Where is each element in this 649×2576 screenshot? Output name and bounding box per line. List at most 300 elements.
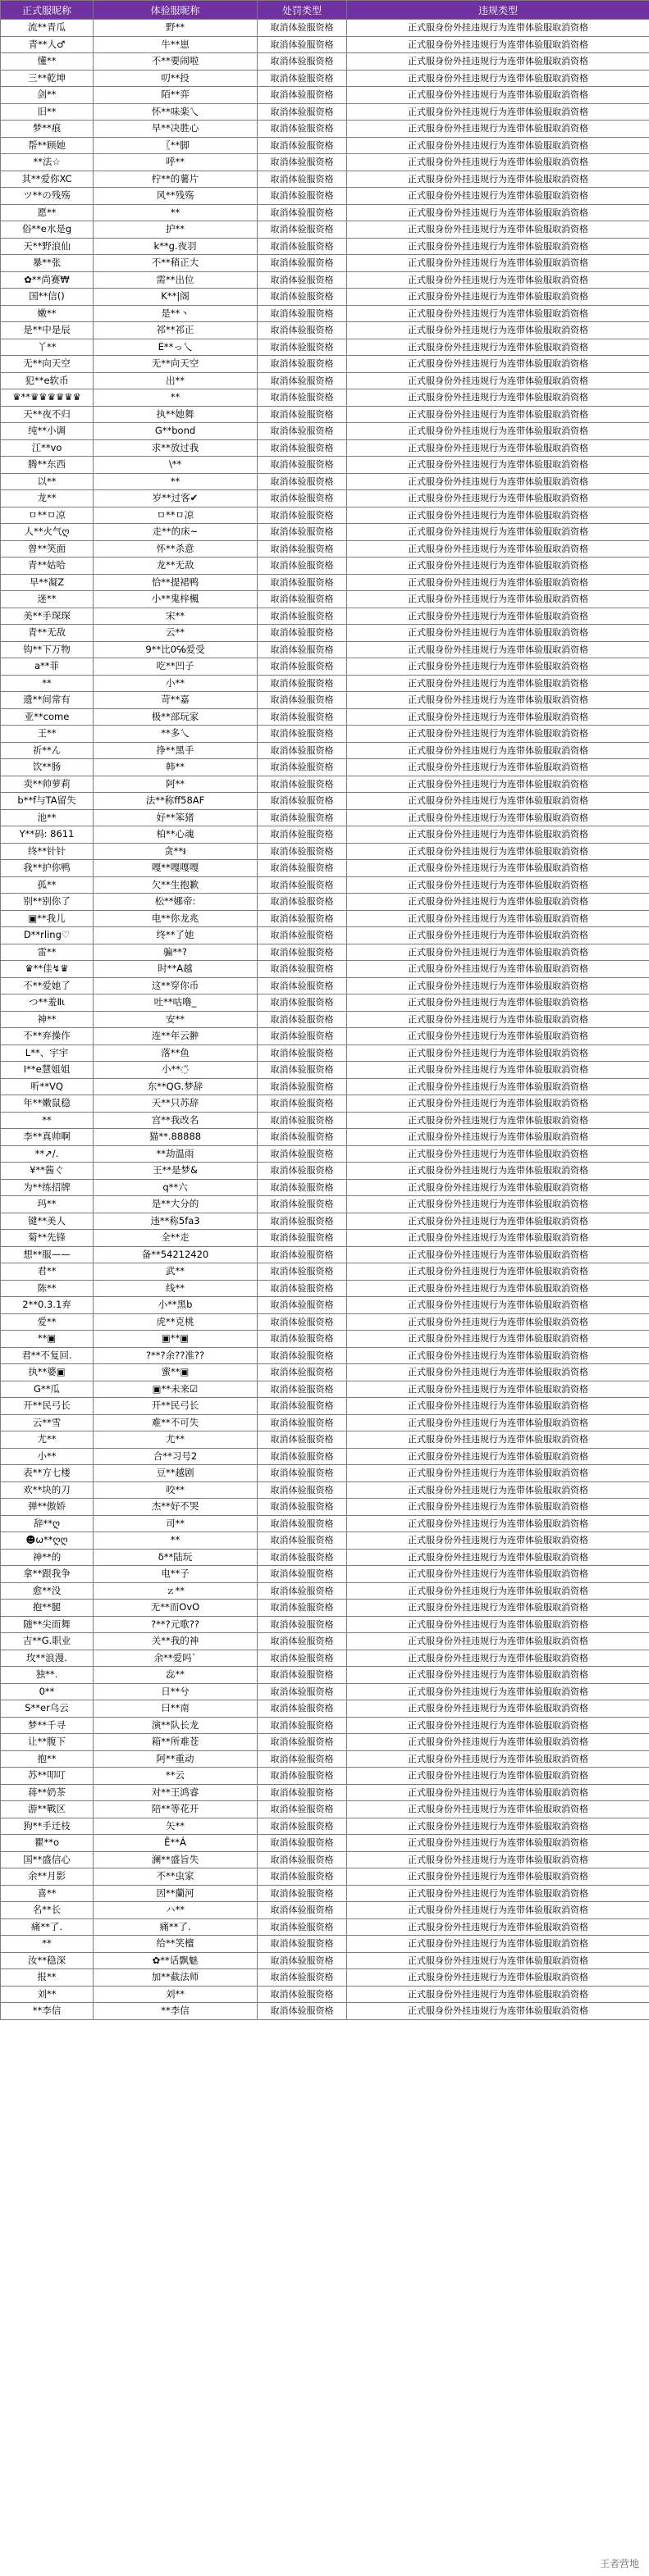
penalty-type-cell: 取消体验服资格: [258, 1448, 347, 1465]
trial-nickname-cell: 骗**?: [94, 944, 258, 961]
table-row: [1, 356, 649, 373]
main-nickname-cell: 苏**叩叮: [1, 1768, 94, 1785]
violation-type-cell: 正式服身份外挂违规行为连带体验服取消资格: [347, 305, 649, 322]
main-nickname-cell: **▣: [1, 1331, 94, 1348]
table-row: [1, 70, 649, 87]
violation-type-cell: 正式服身份外挂违规行为连带体验服取消资格: [347, 1246, 649, 1263]
trial-nickname-cell: 欠**生抱歉: [94, 876, 258, 894]
main-nickname-cell: ツ**の残殇: [1, 188, 94, 205]
table-row: [1, 658, 649, 676]
penalty-type-cell: 取消体验服资格: [258, 1398, 347, 1415]
main-nickname-cell: 吉**G.职业: [1, 1633, 94, 1650]
table-row: [1, 1600, 649, 1617]
penalty-type-cell: 取消体验服资格: [258, 322, 347, 339]
trial-nickname-cell: 澜**盛旨失: [94, 1851, 258, 1868]
trial-nickname-cell: 怀**杀意: [94, 540, 258, 558]
table-row: [1, 1734, 649, 1751]
violation-type-cell: 正式服身份外挂违规行为连带体验服取消资格: [347, 1381, 649, 1398]
penalty-type-cell: 取消体验服资格: [258, 36, 347, 53]
main-nickname-cell: 尤**: [1, 1431, 94, 1449]
violation-type-cell: 正式服身份外挂违规行为连带体验服取消资格: [347, 1515, 649, 1532]
trial-nickname-cell: ▣**▣: [94, 1331, 258, 1348]
penalty-type-cell: 取消体验服资格: [258, 1784, 347, 1801]
table-row: [1, 1969, 649, 1987]
penalty-type-cell: 取消体验服资格: [258, 1364, 347, 1381]
main-nickname-cell: 游**戰区: [1, 1801, 94, 1818]
main-nickname-cell: 钩**下万物: [1, 641, 94, 658]
main-nickname-cell: 旧**: [1, 103, 94, 121]
table-row: [1, 977, 649, 994]
violation-type-cell: 正式服身份外挂违规行为连带体验服取消资格: [347, 1129, 649, 1146]
violation-type-cell: 正式服身份外挂违规行为连带体验服取消资格: [347, 70, 649, 87]
table-row: [1, 641, 649, 658]
penalty-type-cell: 取消体验服资格: [258, 121, 347, 138]
table-row: [1, 1952, 649, 1969]
main-nickname-cell: 君**不复回.: [1, 1347, 94, 1364]
trial-nickname-cell: 出**: [94, 372, 258, 389]
penalty-type-cell: 取消体验服资格: [258, 692, 347, 709]
table-row: [1, 1918, 649, 1936]
trial-nickname-cell: 加**截法师: [94, 1969, 258, 1987]
penalty-type-cell: 取消体验服资格: [258, 1868, 347, 1886]
trial-nickname-cell: 无**向天空: [94, 356, 258, 373]
violation-type-cell: 正式服身份外挂违规行为连带体验服取消资格: [347, 1600, 649, 1617]
table-row: [1, 1801, 649, 1818]
penalty-type-cell: 取消体验服资格: [258, 1129, 347, 1146]
table-row: [1, 1129, 649, 1146]
table-row: [1, 255, 649, 272]
table-row: [1, 1313, 649, 1331]
main-nickname-cell: 云**雪: [1, 1414, 94, 1431]
table-row: [1, 860, 649, 877]
table-row: [1, 524, 649, 541]
trial-nickname-cell: 刘**: [94, 1986, 258, 2003]
penalty-type-cell: 取消体验服资格: [258, 558, 347, 575]
table-row: [1, 271, 649, 289]
main-nickname-cell: 美**手琛琛: [1, 608, 94, 625]
main-nickname-cell: 以**: [1, 473, 94, 490]
table-row: [1, 2003, 649, 2020]
violation-type-cell: 正式服身份外挂违规行为连带体验服取消资格: [347, 910, 649, 927]
table-row: [1, 1750, 649, 1768]
table-row: [1, 1851, 649, 1868]
trial-nickname-cell: 陌**弈: [94, 87, 258, 104]
penalty-type-cell: 取消体验服资格: [258, 1952, 347, 1969]
trial-nickname-cell: 松**娜帝:: [94, 894, 258, 911]
table-row: [1, 457, 649, 474]
violation-type-cell: 正式服身份外挂违规行为连带体验服取消资格: [347, 1431, 649, 1449]
table-row: [1, 1431, 649, 1449]
trial-nickname-cell: **: [94, 204, 258, 221]
table-row: [1, 994, 649, 1012]
violation-type-cell: 正式服身份外挂违规行为连带体验服取消资格: [347, 860, 649, 877]
penalty-type-cell: 取消体验服资格: [258, 826, 347, 844]
penalty-type-cell: 取消体验服资格: [258, 910, 347, 927]
main-nickname-cell: 其**爱你XC: [1, 171, 94, 188]
table-row: [1, 339, 649, 356]
penalty-type-cell: 取消体验服资格: [258, 1347, 347, 1364]
penalty-type-cell: 取消体验服资格: [258, 423, 347, 440]
main-nickname-cell: 遗**间常有: [1, 692, 94, 709]
table-row: [1, 894, 649, 911]
violation-type-cell: 正式服身份外挂违规行为连带体验服取消资格: [347, 1952, 649, 1969]
violation-type-cell: 正式服身份外挂违规行为连带体验服取消资格: [347, 1078, 649, 1095]
penalty-type-cell: 取消体验服资格: [258, 994, 347, 1012]
trial-nickname-cell: 陪**等花开: [94, 1801, 258, 1818]
main-nickname-cell: 喜**: [1, 1885, 94, 1902]
main-nickname-cell: 2**0.3.1弃: [1, 1297, 94, 1314]
table-row: [1, 1213, 649, 1230]
violation-type-cell: 正式服身份外挂违规行为连带体验服取消资格: [347, 1801, 649, 1818]
table-row: [1, 876, 649, 894]
trial-nickname-cell: q**六: [94, 1179, 258, 1196]
table-row: [1, 1835, 649, 1852]
table-row: [1, 608, 649, 625]
violation-type-cell: 正式服身份外挂违规行为连带体验服取消资格: [347, 793, 649, 810]
violation-type-cell: 正式服身份外挂违规行为连带体验服取消资格: [347, 1918, 649, 1936]
table-row: [1, 625, 649, 642]
table-row: [1, 1095, 649, 1113]
table-row: [1, 1028, 649, 1045]
penalty-type-cell: 取消体验服资格: [258, 1163, 347, 1180]
penalty-type-cell: 取消体验服资格: [258, 1902, 347, 1919]
penalty-type-cell: 取消体验服资格: [258, 1313, 347, 1331]
main-nickname-cell: 龙**: [1, 490, 94, 507]
trial-nickname-cell: 风**残殇: [94, 188, 258, 205]
violation-type-cell: 正式服身份外挂违规行为连带体验服取消资格: [347, 255, 649, 272]
main-nickname-cell: 亚**come: [1, 708, 94, 726]
penalty-type-cell: 取消体验服资格: [258, 961, 347, 978]
penalty-type-cell: 取消体验服资格: [258, 1818, 347, 1835]
violation-type-cell: 正式服身份外挂违规行为连带体验服取消资格: [347, 339, 649, 356]
main-nickname-cell: **↗/.: [1, 1145, 94, 1163]
main-nickname-cell: 王**: [1, 726, 94, 743]
table-row: [1, 1062, 649, 1079]
table-row: [1, 1414, 649, 1431]
penalty-type-cell: 取消体验服资格: [258, 137, 347, 154]
violation-type-cell: 正式服身份外挂违规行为连带体验服取消资格: [347, 641, 649, 658]
table-row: [1, 1936, 649, 1953]
trial-nickname-cell: ✿**话飘魅: [94, 1952, 258, 1969]
table-row: [1, 221, 649, 239]
table-row: [1, 171, 649, 188]
trial-nickname-cell: Ē**Á: [94, 1835, 258, 1852]
table-row: [1, 910, 649, 927]
trial-nickname-cell: 早**决胜心: [94, 121, 258, 138]
penalty-type-cell: 取消体验服资格: [258, 1532, 347, 1550]
main-nickname-cell: 名**长: [1, 1902, 94, 1919]
trial-nickname-cell: 云**: [94, 625, 258, 642]
violation-type-cell: 正式服身份外挂违规行为连带体验服取消资格: [347, 961, 649, 978]
table-row: [1, 558, 649, 575]
penalty-type-cell: 取消体验服资格: [258, 171, 347, 188]
violation-type-cell: 正式服身份外挂违规行为连带体验服取消资格: [347, 591, 649, 608]
trial-nickname-cell: **: [94, 1532, 258, 1550]
trial-nickname-cell: 需**出位: [94, 271, 258, 289]
trial-nickname-cell: 柠**的薯片: [94, 171, 258, 188]
violation-type-cell: 正式服身份外挂违规行为连带体验服取消资格: [347, 1616, 649, 1633]
penalty-type-cell: 取消体验服资格: [258, 742, 347, 759]
violation-type-cell: 正式服身份外挂违规行为连带体验服取消资格: [347, 171, 649, 188]
main-nickname-cell: 李**真帅啊: [1, 1129, 94, 1146]
table-row: [1, 1196, 649, 1213]
main-nickname-cell: 愈**没: [1, 1582, 94, 1600]
table-row: [1, 776, 649, 793]
penalty-type-cell: 取消体验服资格: [258, 1045, 347, 1062]
main-nickname-cell: 终**针针: [1, 843, 94, 860]
trial-nickname-cell: 不**稍正大: [94, 255, 258, 272]
trial-nickname-cell: ?**?元歌??: [94, 1616, 258, 1633]
penalty-type-cell: 取消体验服资格: [258, 389, 347, 407]
penalty-type-cell: 取消体验服资格: [258, 255, 347, 272]
main-nickname-cell: 君**: [1, 1263, 94, 1281]
violation-type-cell: 正式服身份外挂违规行为连带体验服取消资格: [347, 121, 649, 138]
violation-type-cell: 正式服身份外挂违规行为连带体验服取消资格: [347, 759, 649, 776]
penalty-type-cell: 取消体验服资格: [258, 1095, 347, 1113]
table-row: [1, 1331, 649, 1348]
main-nickname-cell: 抱**腿: [1, 1600, 94, 1617]
table-row: [1, 1280, 649, 1297]
table-row: [1, 289, 649, 306]
trial-nickname-cell: 东**QG.梦辞: [94, 1078, 258, 1095]
table-row: [1, 1700, 649, 1718]
main-nickname-cell: 神**: [1, 1011, 94, 1028]
penalty-type-cell: 取消体验服资格: [258, 372, 347, 389]
penalty-type-cell: 取消体验服资格: [258, 1515, 347, 1532]
table-row: [1, 1566, 649, 1583]
main-nickname-cell: 天**野浪仙: [1, 238, 94, 255]
main-nickname-cell: 玫**浪漫.: [1, 1650, 94, 1667]
violation-type-cell: 正式服身份外挂违规行为连带体验服取消资格: [347, 994, 649, 1012]
trial-nickname-cell: 杰**好不哭: [94, 1499, 258, 1516]
main-nickname-cell: 为**练招牌: [1, 1179, 94, 1196]
main-nickname-cell: I**e慧姐姐: [1, 1062, 94, 1079]
main-nickname-cell: 愿**: [1, 204, 94, 221]
table-row: [1, 87, 649, 104]
trial-nickname-cell: **: [94, 473, 258, 490]
main-nickname-cell: 无**向天空: [1, 356, 94, 373]
header-trial-server-nickname: 体验服昵称: [94, 1, 258, 20]
violation-type-cell: 正式服身份外挂违规行为连带体验服取消资格: [347, 1398, 649, 1415]
penalty-type-cell: 取消体验服资格: [258, 439, 347, 457]
violation-type-cell: 正式服身份外挂违规行为连带体验服取消资格: [347, 490, 649, 507]
trial-nickname-cell: 岁**过客✔: [94, 490, 258, 507]
table-row: [1, 1163, 649, 1180]
main-nickname-cell: 嫩**: [1, 305, 94, 322]
table-row: [1, 708, 649, 726]
main-nickname-cell: 让**腹下: [1, 1734, 94, 1751]
trial-nickname-cell: 韩**: [94, 759, 258, 776]
header-violation-type: 违规类型: [347, 1, 649, 20]
main-nickname-cell: 纯**小调: [1, 423, 94, 440]
penalty-type-cell: 取消体验服资格: [258, 1246, 347, 1263]
violation-type-cell: 正式服身份外挂违规行为连带体验服取消资格: [347, 1717, 649, 1734]
table-row: [1, 1499, 649, 1516]
table-row: [1, 1078, 649, 1095]
header-main-server-nickname: 正式服昵称: [1, 1, 94, 20]
trial-nickname-cell: 9**比0℅爱受: [94, 641, 258, 658]
violation-type-cell: 正式服身份外挂违规行为连带体验服取消资格: [347, 2003, 649, 2020]
main-nickname-cell: 流**青瓜: [1, 20, 94, 37]
trial-nickname-cell: E**っ乀: [94, 339, 258, 356]
trial-nickname-cell: 全**走: [94, 1230, 258, 1247]
main-nickname-cell: 痛**了.: [1, 1918, 94, 1936]
table-row: [1, 1112, 649, 1129]
violation-type-cell: 正式服身份外挂违规行为连带体验服取消资格: [347, 927, 649, 944]
main-nickname-cell: **: [1, 1112, 94, 1129]
penalty-type-cell: 取消体验服资格: [258, 675, 347, 692]
penalty-type-cell: 取消体验服资格: [258, 2003, 347, 2020]
table-row: [1, 1633, 649, 1650]
trial-nickname-cell: 恰**提裙鸭: [94, 574, 258, 591]
trial-nickname-cell: 矢**: [94, 1818, 258, 1835]
penalty-type-cell: 取消体验服资格: [258, 540, 347, 558]
violation-type-cell: 正式服身份外挂违规行为连带体验服取消资格: [347, 776, 649, 793]
trial-nickname-cell: 极**部玩家: [94, 708, 258, 726]
main-nickname-cell: 听**VQ: [1, 1078, 94, 1095]
trial-nickname-cell: 护**: [94, 221, 258, 239]
penalty-type-cell: 取消体验服资格: [258, 977, 347, 994]
trial-nickname-cell: **多乀: [94, 726, 258, 743]
penalty-type-cell: 取消体验服资格: [258, 927, 347, 944]
table-row: [1, 1868, 649, 1886]
table-row: [1, 1667, 649, 1684]
main-nickname-cell: 抱**: [1, 1750, 94, 1768]
penalty-type-cell: 取消体验服资格: [258, 271, 347, 289]
penalty-type-cell: 取消体验服资格: [258, 406, 347, 423]
table-row: [1, 1011, 649, 1028]
watermark-logo: 王者营地: [596, 2556, 642, 2571]
violation-type-cell: 正式服身份外挂违规行为连带体验服取消资格: [347, 1969, 649, 1987]
main-nickname-cell: 梦**痕: [1, 121, 94, 138]
trial-nickname-cell: 王**是梦&: [94, 1163, 258, 1180]
main-nickname-cell: ♛**佳↯♛: [1, 961, 94, 978]
trial-nickname-cell: 吃**凹子: [94, 658, 258, 676]
table-row: [1, 1717, 649, 1734]
table-row: [1, 1986, 649, 2003]
violation-type-cell: 正式服身份外挂违规行为连带体验服取消资格: [347, 322, 649, 339]
table-row: [1, 238, 649, 255]
trial-nickname-cell: 箱**所难苍: [94, 1734, 258, 1751]
trial-nickname-cell: ｚ**: [94, 1582, 258, 1600]
trial-nickname-cell: 尤**: [94, 1431, 258, 1449]
violation-type-cell: 正式服身份外挂违规行为连带体验服取消资格: [347, 1936, 649, 1953]
trial-nickname-cell: 吐**咕噜_: [94, 994, 258, 1012]
main-nickname-cell: ♛**♛♛♛♛♛♛: [1, 389, 94, 407]
main-nickname-cell: 青**无敌: [1, 625, 94, 642]
trial-nickname-cell: 线**: [94, 1280, 258, 1297]
violation-type-cell: 正式服身份外挂违规行为连带体验服取消资格: [347, 1986, 649, 2003]
penalty-type-cell: 取消体验服资格: [258, 860, 347, 877]
main-nickname-cell: G**瓜: [1, 1381, 94, 1398]
trial-nickname-cell: 电**子: [94, 1566, 258, 1583]
table-row: [1, 103, 649, 121]
penalty-type-cell: 取消体验服资格: [258, 524, 347, 541]
penalty-type-cell: 取消体验服资格: [258, 843, 347, 860]
trial-nickname-cell: **劫温雨: [94, 1145, 258, 1163]
violation-type-cell: 正式服身份外挂违规行为连带体验服取消资格: [347, 457, 649, 474]
main-nickname-cell: 瞿**ο: [1, 1835, 94, 1852]
trial-nickname-cell: 牛**崽: [94, 36, 258, 53]
violation-type-cell: 正式服身份外挂违规行为连带体验服取消资格: [347, 1784, 649, 1801]
trial-nickname-cell: 豆**越剧: [94, 1465, 258, 1482]
violation-type-cell: 正式服身份外挂违规行为连带体验服取消资格: [347, 1280, 649, 1297]
trial-nickname-cell: 叨**投: [94, 70, 258, 87]
trial-nickname-cell: ハ**: [94, 1902, 258, 1919]
table-row: [1, 204, 649, 221]
main-nickname-cell: 我**护你鸭: [1, 860, 94, 877]
table-row: [1, 137, 649, 154]
main-nickname-cell: 早**凝Z: [1, 574, 94, 591]
penalty-type-cell: 取消体验服资格: [258, 1768, 347, 1785]
penalty-type-cell: 取消体验服资格: [258, 1667, 347, 1684]
violation-type-cell: 正式服身份外挂违规行为连带体验服取消资格: [347, 658, 649, 676]
trial-nickname-cell: 演**队长龙: [94, 1717, 258, 1734]
trial-nickname-cell: 阿**: [94, 776, 258, 793]
table-row: [1, 742, 649, 759]
trial-nickname-cell: 痛**了.: [94, 1918, 258, 1936]
violation-type-cell: 正式服身份外挂违规行为连带体验服取消资格: [347, 1230, 649, 1247]
penalty-type-cell: 取消体验服资格: [258, 1650, 347, 1667]
table-row: [1, 540, 649, 558]
table-row: [1, 1582, 649, 1600]
main-nickname-cell: 江**vo: [1, 439, 94, 457]
trial-nickname-cell: 阿**重动: [94, 1750, 258, 1768]
violation-type-cell: 正式服身份外挂违规行为连带体验服取消资格: [347, 1112, 649, 1129]
violation-type-cell: 正式服身份外挂违规行为连带体验服取消资格: [347, 1902, 649, 1919]
violation-type-cell: 正式服身份外挂违规行为连带体验服取消资格: [347, 742, 649, 759]
trial-nickname-cell: 难**不可失: [94, 1414, 258, 1431]
table-row: [1, 121, 649, 138]
table-row: [1, 1481, 649, 1499]
penalty-type-cell: 取消体验服资格: [258, 876, 347, 894]
table-row: [1, 53, 649, 71]
trial-nickname-cell: ?**?余??准??: [94, 1347, 258, 1364]
violation-type-cell: 正式服身份外挂违规行为连带体验服取消资格: [347, 1650, 649, 1667]
violation-type-cell: 正式服身份外挂违规行为连带体验服取消资格: [347, 137, 649, 154]
table-row: [1, 1683, 649, 1700]
violation-type-cell: 正式服身份外挂违规行为连带体验服取消资格: [347, 1045, 649, 1062]
penalty-type-cell: 取消体验服资格: [258, 507, 347, 524]
main-nickname-cell: 三**乾坤: [1, 70, 94, 87]
violation-type-cell: 正式服身份外挂违规行为连带体验服取消资格: [347, 1213, 649, 1230]
trial-nickname-cell: 〖**脚: [94, 137, 258, 154]
trial-nickname-cell: 时**A越: [94, 961, 258, 978]
trial-nickname-cell: 挣**黑手: [94, 742, 258, 759]
main-nickname-cell: 人**火气ღ: [1, 524, 94, 541]
violation-type-cell: 正式服身份外挂违规行为连带体验服取消资格: [347, 1179, 649, 1196]
violation-type-cell: 正式服身份外挂违规行为连带体验服取消资格: [347, 1347, 649, 1364]
trial-nickname-cell: 小**黑b: [94, 1297, 258, 1314]
penalty-type-cell: 取消体验服资格: [258, 1616, 347, 1633]
trial-nickname-cell: 是**丶: [94, 305, 258, 322]
violation-type-cell: 正式服身份外挂违规行为连带体验服取消资格: [347, 558, 649, 575]
penalty-type-cell: 取消体验服资格: [258, 1431, 347, 1449]
main-nickname-cell: **李信: [1, 2003, 94, 2020]
penalty-type-cell: 取消体验服资格: [258, 1566, 347, 1583]
trial-nickname-cell: 合**习号2: [94, 1448, 258, 1465]
trial-nickname-cell: **云: [94, 1768, 258, 1785]
penalty-type-cell: 取消体验服资格: [258, 1683, 347, 1700]
penalty-type-cell: 取消体验服资格: [258, 204, 347, 221]
violation-type-cell: 正式服身份外挂违规行为连带体验服取消资格: [347, 1700, 649, 1718]
main-nickname-cell: 菊**先锋: [1, 1230, 94, 1247]
table-row: [1, 423, 649, 440]
violation-type-cell: 正式服身份外挂违规行为连带体验服取消资格: [347, 221, 649, 239]
main-nickname-cell: 别**别你了: [1, 894, 94, 911]
violation-type-cell: 正式服身份外挂违规行为连带体验服取消资格: [347, 154, 649, 171]
trial-nickname-cell: 司**: [94, 1515, 258, 1532]
